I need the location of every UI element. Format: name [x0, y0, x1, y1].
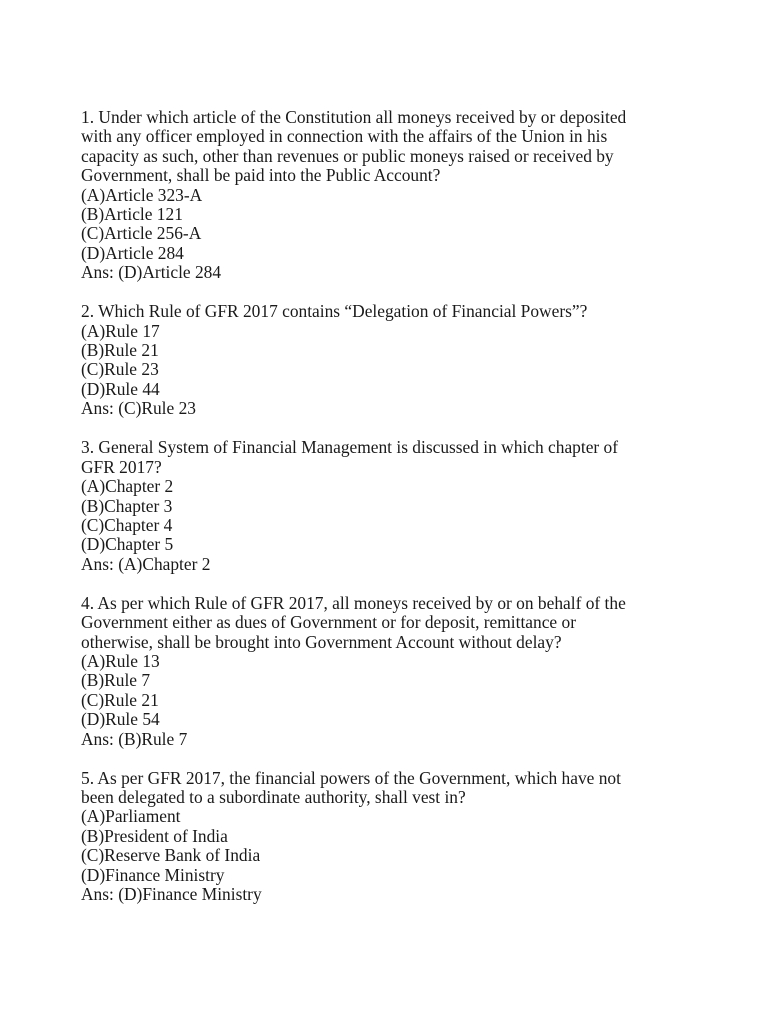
answer-line: Ans: (D)Article 284: [81, 262, 222, 283]
answer-line: Ans: (A)Chapter 2: [81, 553, 211, 574]
option-a: (A)Rule 13: [81, 650, 160, 671]
option-d: (D)Article 284: [81, 242, 184, 263]
option-d: (D)Rule 54: [81, 709, 160, 730]
question-text: 3. General System of Financial Management is discussed in which chapter of GFR 2017?: [81, 437, 619, 477]
question-2: [81, 302, 761, 418]
option-a: (A)Parliament: [81, 806, 181, 827]
option-d: (D)Finance Ministry: [81, 864, 225, 885]
option-a: (A)Rule 17: [81, 320, 160, 341]
option-c: (C)Rule 21: [81, 689, 159, 710]
option-c: (C)Reserve Bank of India: [81, 845, 261, 866]
question-text: 5. As per GFR 2017, the financial powers of the Government, which have not been delegated to a subordinate authority, shall vest in?: [81, 767, 621, 807]
option-a: (A)Article 323-A: [81, 184, 203, 205]
option-b: (B)Rule 7: [81, 670, 151, 691]
option-c: (C)Article 256-A: [81, 223, 202, 244]
question-3: [81, 438, 761, 574]
question-text: 2. Which Rule of GFR 2017 contains “Delegation of Financial Powers”?: [81, 301, 588, 322]
question-4: [81, 594, 761, 749]
option-c: (C)Chapter 4: [81, 514, 173, 535]
option-b: (B)President of India: [81, 825, 228, 846]
question-text: 4. As per which Rule of GFR 2017, all moneys received by or on behalf of the Government either as dues of Government or for deposit, remittance or otherwise, shall be brought into Government Account without delay?: [81, 592, 626, 652]
option-d: (D)Rule 44: [81, 378, 160, 399]
question-5: [81, 769, 761, 905]
option-b: (B)Chapter 3: [81, 495, 173, 516]
option-a: (A)Chapter 2: [81, 476, 174, 497]
option-c: (C)Rule 23: [81, 359, 159, 380]
question-1: [81, 108, 761, 283]
option-b: (B)Rule 21: [81, 340, 159, 361]
option-d: (D)Chapter 5: [81, 534, 174, 555]
option-b: (B)Article 121: [81, 204, 183, 225]
answer-line: Ans: (C)Rule 23: [81, 398, 196, 419]
question-text: 1. Under which article of the Constitution all moneys received by or deposited with any officer employed in connection with the affairs of the Union in his capacity as such, other than revenues or public moneys raised or received by Government, shall be paid into the Public Account?: [81, 107, 627, 186]
answer-line: Ans: (D)Finance Ministry: [81, 884, 262, 904]
document-page: [81, 108, 761, 924]
answer-line: Ans: (B)Rule 7: [81, 728, 188, 749]
